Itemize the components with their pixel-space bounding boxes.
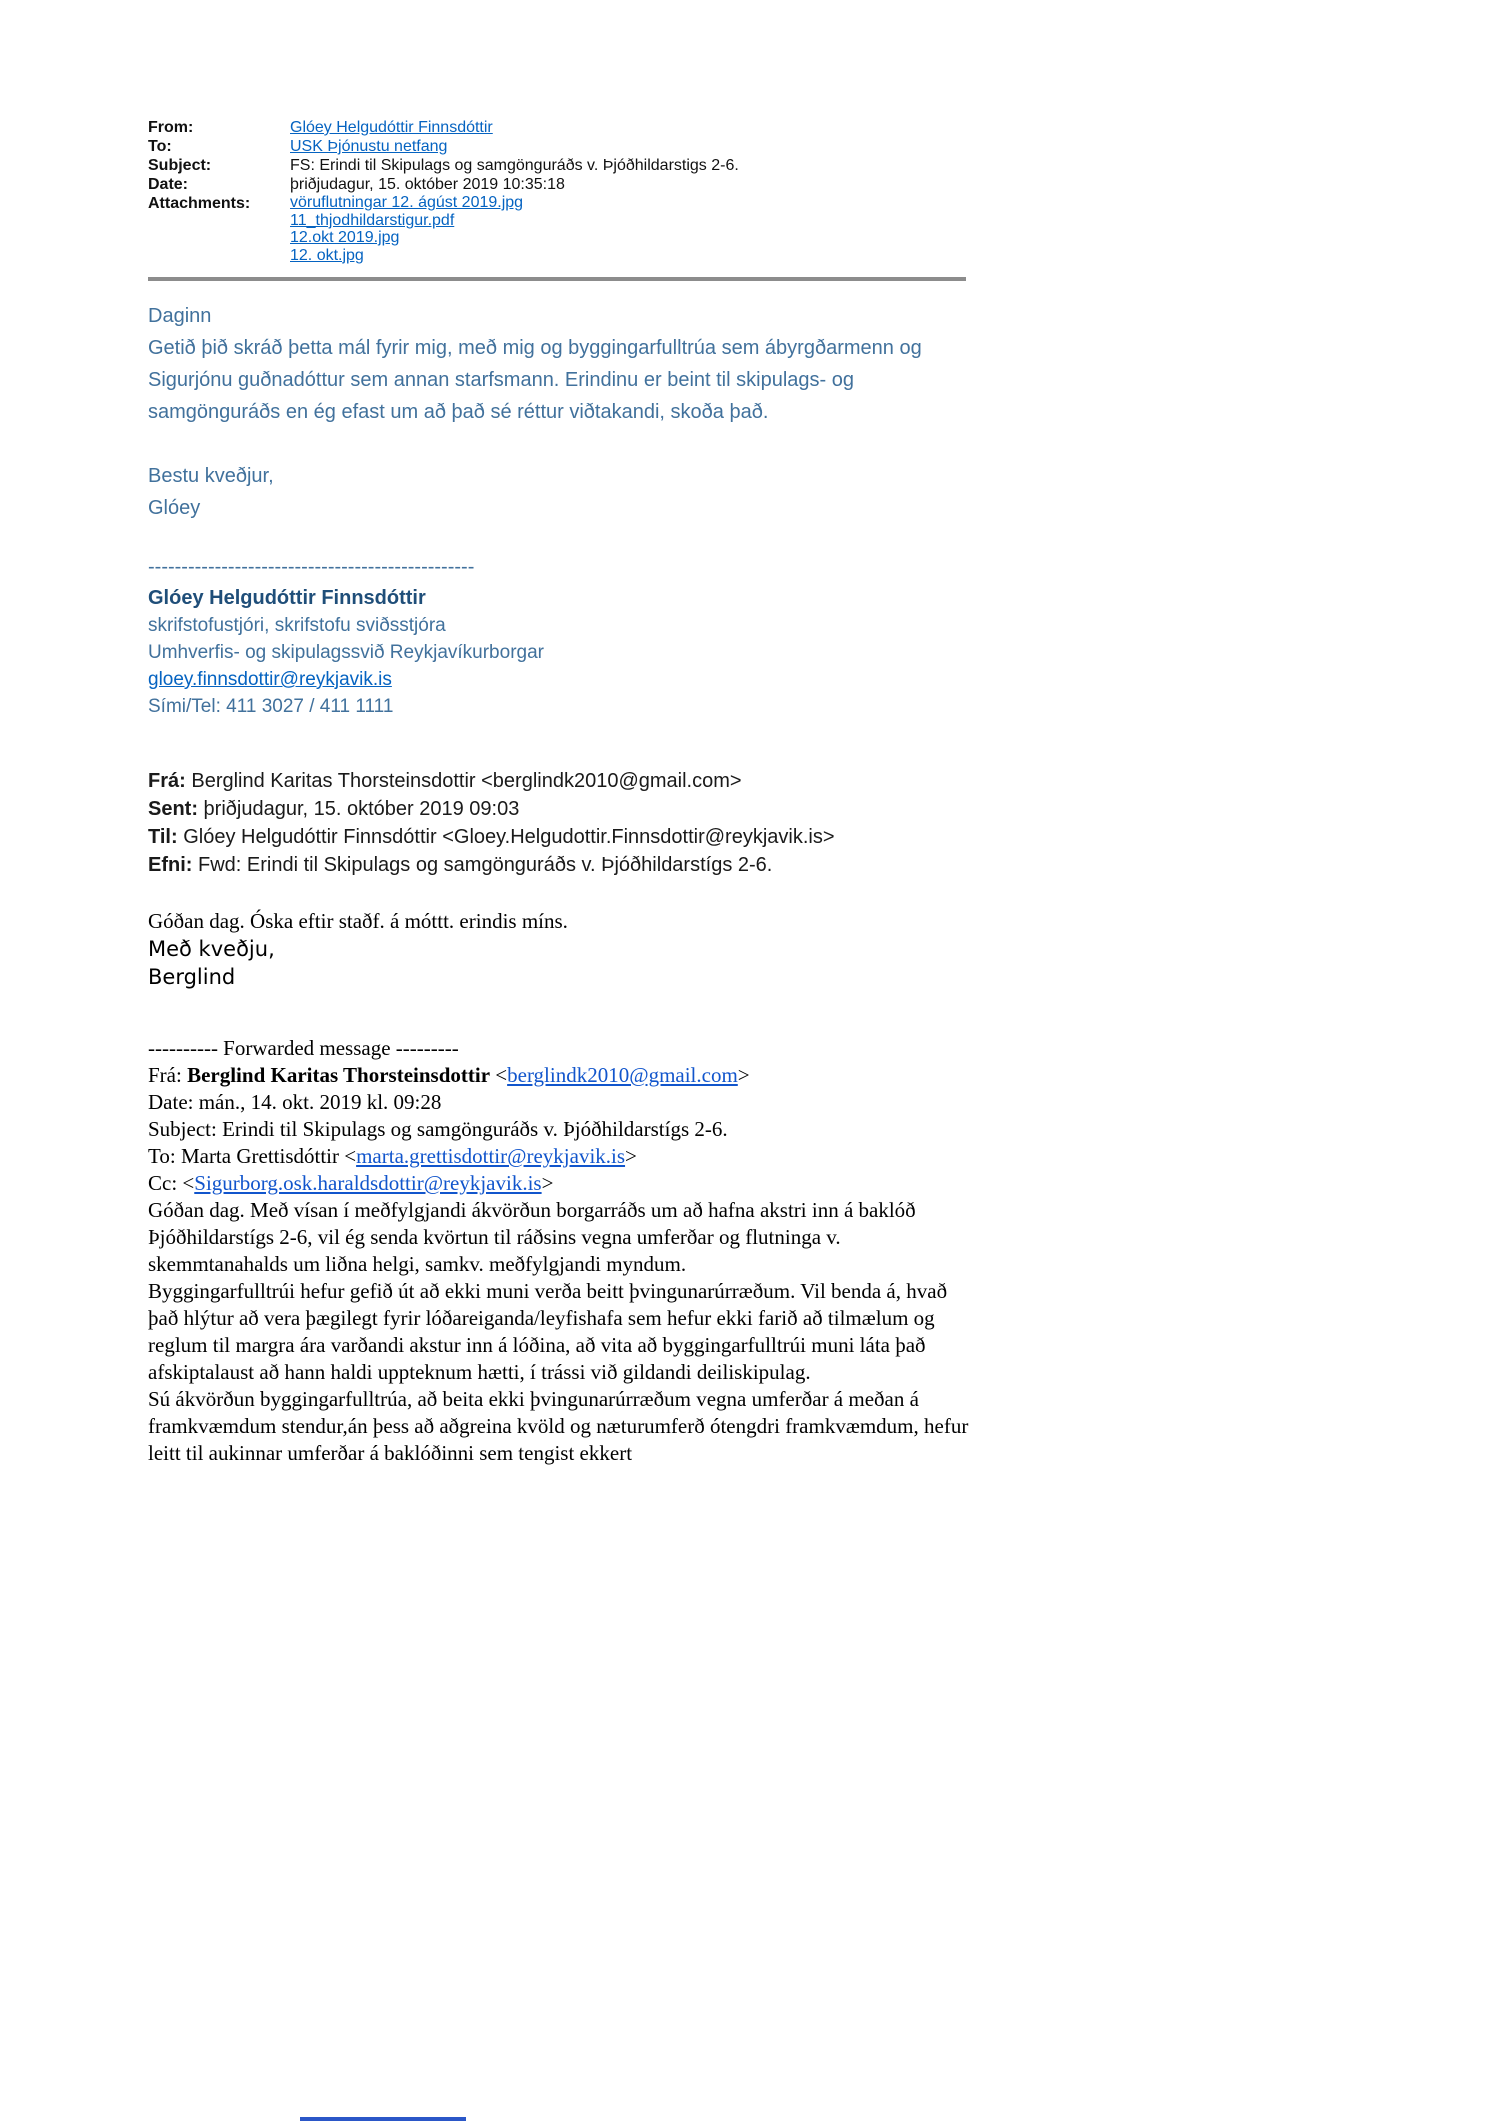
signature-phone: Sími/Tel: 411 3027 / 411 1111 (148, 696, 394, 717)
quoted-subject-line (148, 851, 970, 879)
email-header (148, 118, 1500, 264)
forwarded-marker: ---------- Forwarded message --------- (148, 1036, 459, 1060)
message-body-top (148, 300, 970, 583)
quoted-subject-value: Fwd: Erindi til Skipulags og samgönguráðs v. Þjóðhildarstígs 2-6. (192, 854, 773, 876)
forwarded-date-line: Date: mán., 14. okt. 2019 kl. 09:28 (148, 1090, 442, 1114)
header-row-to (148, 137, 1500, 156)
header-row-attachments (148, 194, 1500, 264)
forwarded-from-close-bracket: > (737, 1063, 750, 1087)
attachment-link[interactable]: 12. okt.jpg (290, 246, 364, 264)
subject-label: Subject: (148, 157, 212, 174)
body-paragraph-2: Byggingarfulltrúi hefur gefið út að ekki muni verða beitt þvingunarúrræðum. Vil benda á, hvað það hlýtur að vera þægilegt fyrir lóðareiganda/leyfishafa sem hefur ekki farið að tilmælum og reglum til margra ára varðandi akstur inn á lóðina, að vita að byggingarfulltrúi muni láta það afskiptalaust að hann haldi uppteknum hætti, í trássi við gildandi deiliskipulag. (148, 1279, 948, 1384)
forwarded-message-body (148, 1197, 976, 1467)
message-paragraph: Getið þið skráð þetta mál fyrir mig, með mig og byggingarfulltrúa sem ábyrgðarmenn og Sigurjónu guðnadóttur sem annan starfsmann. Erindinu er beint til skipulags- og samgönguráðs en ég efast um að það sé réttur viðtakandi, skoða það. (148, 337, 922, 423)
header-divider (148, 277, 966, 281)
quoted-from-value: Berglind Karitas Thorsteinsdottir <berglindk2010@gmail.com> (185, 770, 742, 792)
second-message-line: Góðan dag. Óska eftir staðf. á móttt. erindis míns. (148, 909, 568, 933)
to-label: To: (148, 138, 172, 155)
attachments-list (290, 194, 523, 264)
date-value: þriðjudagur, 15. október 2019 10:35:18 (290, 176, 565, 193)
forwarded-to-close-bracket: > (625, 1144, 637, 1168)
forwarded-cc-line (148, 1170, 988, 1197)
date-label: Date: (148, 176, 189, 193)
quoted-sent-line (148, 795, 970, 823)
forwarded-from-name: Berglind Karitas Thorsteinsdottir (187, 1063, 491, 1087)
quoted-to-value: Glóey Helgudóttir Finnsdóttir <Gloey.Helgudottir.Finnsdottir@reykjavik.is> (177, 826, 835, 848)
quoted-subject-label: Efni: (148, 854, 193, 876)
signature-block (148, 585, 970, 720)
body-paragraph-1: Góðan dag. Með vísan í meðfylgjandi ákvörðun borgarráðs um að hafna akstri inn á baklóð Þjóðhildarstígs 2-6, vil ég senda kvörtun til ráðsins vegna umferðar og flutninga v. skemmtanahalds um liðna helgi, samkv. meðfylgjandi myndum. (148, 1198, 916, 1276)
forwarded-cc-close-bracket: > (541, 1171, 554, 1195)
second-message-closing: Með kveðju, (148, 937, 275, 961)
quoted-to-line (148, 823, 970, 851)
quoted-sent-value: þriðjudagur, 15. október 2019 09:03 (198, 798, 520, 820)
signature-name: Glóey Helgudóttir Finnsdóttir (148, 587, 426, 609)
forwarded-cc-prefix: Cc: < (148, 1171, 195, 1195)
header-row-date (148, 175, 1500, 194)
signature-title: skrifstofustjóri, skrifstofu sviðsstjóra (148, 615, 446, 636)
second-message-name: Berglind (148, 965, 236, 989)
forwarded-from-open-bracket: < (490, 1063, 508, 1087)
forwarded-from-prefix: Frá: (148, 1063, 188, 1087)
forwarded-subject-line: Subject: Erindi til Skipulags og samgönguráðs v. Þjóðhildarstígs 2-6. (148, 1117, 728, 1141)
attachment-link[interactable]: 11_thjodhildarstigur.pdf (290, 211, 455, 229)
signature-email-link[interactable]: gloey.finnsdottir@reykjavik.is (148, 669, 392, 690)
greeting-line: Daginn (148, 305, 212, 327)
forwarded-cc-email-link[interactable]: Sigurborg.osk.haraldsdottir@reykjavik.is (194, 1171, 542, 1195)
attachments-label: Attachments: (148, 195, 251, 212)
subject-value: FS: Erindi til Skipulags og samgönguráðs v. Þjóðhildarstigs 2-6. (290, 157, 739, 174)
to-link[interactable]: USK Þjónustu netfang (290, 138, 448, 155)
closing-line: Bestu kveðjur, (148, 465, 274, 487)
signature-separator: ------------------------------------------------- (148, 556, 475, 578)
signature-org: Umhverfis- og skipulagssvið Reykjavíkurborgar (148, 642, 544, 663)
quoted-message-header (148, 767, 970, 879)
from-label: From: (148, 119, 194, 136)
forwarded-from-line (148, 1062, 988, 1089)
quoted-from-label: Frá: (148, 770, 186, 792)
header-row-subject (148, 156, 1500, 175)
quoted-to-label: Til: (148, 826, 178, 848)
quoted-sent-label: Sent: (148, 798, 198, 820)
forwarded-message-header (148, 1035, 988, 1197)
forwarded-to-email-link[interactable]: marta.grettisdottir@reykjavik.is (356, 1144, 626, 1168)
quoted-from-line (148, 767, 970, 795)
from-link[interactable]: Glóey Helgudóttir Finnsdóttir (290, 119, 493, 136)
forwarded-to-line (148, 1143, 988, 1170)
cutoff-text-top (300, 2117, 466, 2121)
forwarded-to-prefix: To: Marta Grettisdóttir < (148, 1144, 357, 1168)
attachment-link[interactable]: vöruflutningar 12. ágúst 2019.jpg (290, 194, 524, 211)
body-paragraph-3: Sú ákvörðun byggingarfulltrúa, að beita ekki þvingunarúrræðum vegna umferðar á meðan á framkvæmdum stendur,án þess að aðgreina kvöld og næturumferð ótengdri framkvæmdum, hefur leitt til aukinnar umferðar á baklóðinni sem tengist ekkert (148, 1387, 969, 1465)
second-message (148, 908, 970, 991)
attachment-link[interactable]: 12.okt 2019.jpg (290, 229, 400, 246)
forwarded-from-email-link[interactable]: berglindk2010@gmail.com (507, 1063, 738, 1087)
sender-first-name: Glóey (148, 497, 201, 519)
header-row-from (148, 118, 1500, 137)
